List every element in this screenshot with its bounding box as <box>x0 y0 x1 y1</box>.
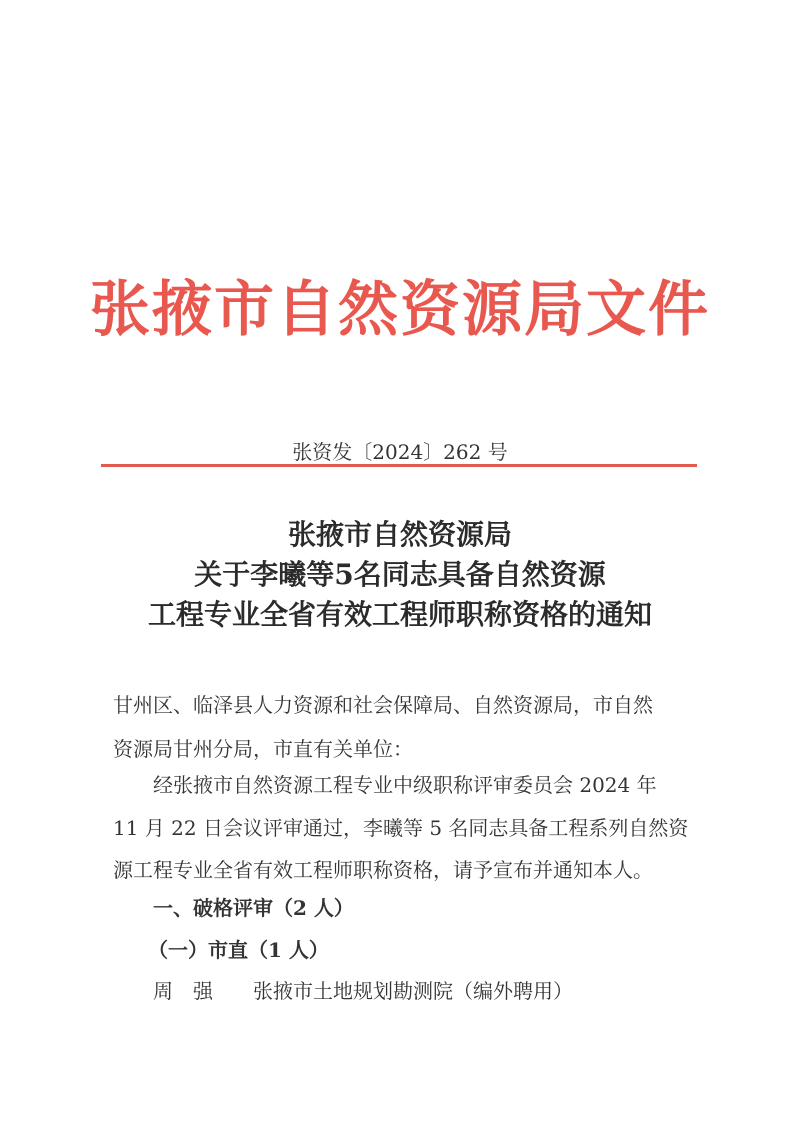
document-masthead: 张掖市自然资源局文件 <box>90 275 710 345</box>
body-paragraph-line-1: 经张掖市自然资源工程专业中级职称评审委员会 2024 年 <box>153 773 657 797</box>
person-unit: 张掖市土地规划勘测院（编外聘用） <box>253 979 573 1003</box>
body-paragraph-line-3: 源工程专业全省有效工程师职称资格，请予宣布并通知本人。 <box>113 858 653 882</box>
body-paragraph-line-2: 11 月 22 日会议评审通过，李曦等 5 名同志具备工程系列自然资 <box>113 816 689 840</box>
document-title <box>0 515 800 635</box>
section-heading: 一、破格评审（2 人） <box>153 896 354 920</box>
recipients-line-1: 甘州区、临泽县人力资源和社会保障局、自然资源局，市自然 <box>113 693 653 717</box>
title-line-2: 关于李曦等5名同志具备自然资源 <box>194 558 606 591</box>
section-subheading: （一）市直（1 人） <box>148 938 329 962</box>
list-item <box>153 975 733 1004</box>
document-number: 张资发〔2024〕262 号 <box>292 440 508 464</box>
person-name: 周 强 <box>153 979 213 1003</box>
red-divider-rule <box>101 464 697 467</box>
title-line-1: 张掖市自然资源局 <box>287 518 512 551</box>
recipients-line-2: 资源局甘州分局，市直有关单位： <box>113 737 413 761</box>
title-line-3: 工程专业全省有效工程师职称资格的通知 <box>147 598 652 631</box>
